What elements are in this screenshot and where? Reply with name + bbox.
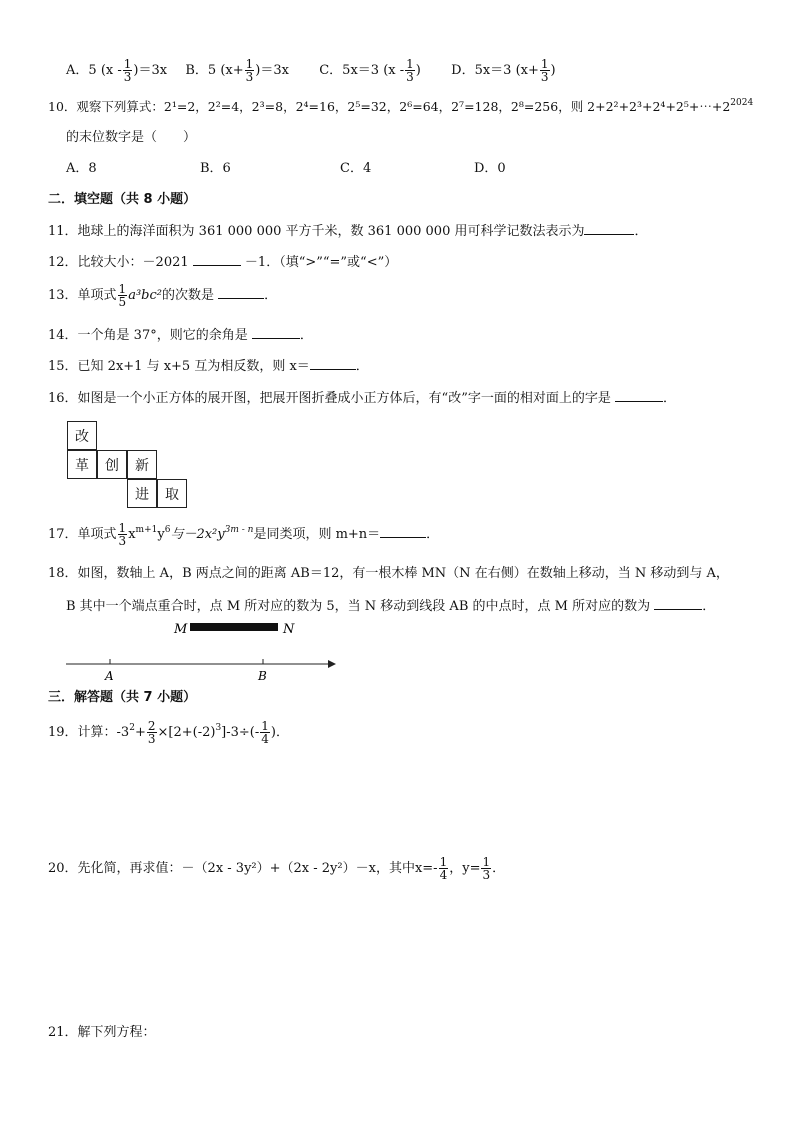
q18-line2-wrap: B 其中一个端点重合时，点 M 所对应的数为 5，当 N 移动到线段 AB 的中点时，点 M 所对应的数为 ．: [66, 599, 716, 614]
q9-b-frac: [245, 58, 255, 83]
q9-option-b: [185, 57, 293, 84]
label-n: N: [283, 622, 295, 637]
q9-b-label: B．5: [185, 63, 217, 78]
q19-frac-n: 2: [147, 719, 156, 733]
q9-d-frac: [540, 58, 550, 83]
q15-text: 15．已知 2x+1 与 x+5 互为相反数，则 x＝: [48, 359, 310, 374]
question-19: 19．计算：$-3^2+$ $\frac{2}{3}$ $\times[2+(-2)^3]-3\div(-$ $\frac{1}{4}$ )．: [48, 719, 289, 746]
q18-blank: [654, 597, 702, 610]
question-15: 15．已知 2x+1 与 x+5 互为相反数，则 x＝ ．: [48, 359, 369, 374]
q9-c-frac-d: 3: [406, 70, 414, 84]
q17-end: 是同类项，则 m+n＝: [253, 527, 381, 542]
q20-end: ．: [492, 861, 506, 876]
q19-exp-2: 2: [129, 723, 135, 733]
q19-frac2-d: 4: [261, 732, 269, 746]
q17-exp3: 3m - n: [224, 525, 254, 535]
q17-frac-d: 3: [118, 534, 127, 548]
q12-blank: [193, 253, 241, 266]
q9-d-frac-n: 1: [540, 57, 549, 71]
q9-d-frac-d: 3: [540, 70, 549, 84]
q9-b-expr-post: )＝3x: [255, 63, 289, 78]
q20-fx-n: 1: [439, 855, 448, 869]
q11-blank: [584, 222, 634, 235]
q9-options: [66, 58, 556, 83]
section-3-heading: 三．解答题（共 7 小题）: [48, 690, 197, 705]
q17-frac: [118, 522, 128, 547]
question-16: 16．如图是一个小正方体的展开图，把展开图折叠成小正方体后，有“改”字一面的相对面上的字是 ．: [48, 391, 676, 406]
q18-line2: B 其中一个端点重合时，点 M 所对应的数为 5，当 N 移动到线段 AB 的中点时，点 M 所对应的数为: [66, 599, 651, 614]
q10-option-c: C．4: [340, 161, 372, 176]
q20-fx-d: 4: [439, 868, 448, 882]
q9-b-frac-n: 1: [245, 57, 254, 71]
cube-face-xin: 新: [127, 450, 157, 479]
q9-c-expr-post: ): [415, 63, 421, 78]
q20-x: x=-: [414, 861, 438, 876]
label-a: A: [105, 669, 114, 683]
q17-pre: 17．单项式: [48, 527, 117, 542]
label-b: B: [258, 669, 267, 683]
cube-face-jin: 进: [127, 479, 157, 508]
q9-option-a: [66, 57, 171, 84]
q13-frac-n: 1: [118, 282, 127, 296]
q9-d-label: D．5x＝3: [451, 63, 512, 78]
q19-mid: ×[2+(-2): [157, 725, 216, 740]
question-13: 13．单项式 $\frac{1}{5}$ a³bc²的次数是 ．: [48, 282, 278, 309]
q10-option-b: B．6: [200, 161, 231, 176]
q17-exp1: m+1: [135, 525, 158, 535]
q9-c-frac: [405, 58, 415, 83]
q17-blank: [380, 525, 426, 538]
q20-y: ，y=: [449, 861, 481, 876]
q9-a-frac: [123, 58, 133, 83]
q19-frac-d: 3: [147, 732, 156, 746]
q9-a-label: A．5: [66, 63, 97, 78]
q19-pre: 19．计算：-3: [48, 725, 130, 740]
q9-d-expr-post: ): [550, 63, 556, 78]
q12-pre: 12．比较大小：－2021: [48, 255, 189, 270]
cube-face-gai: 改: [67, 421, 97, 450]
q9-option-d: [451, 57, 556, 84]
q19-end: )．: [270, 725, 289, 740]
number-line-figure: [60, 618, 350, 688]
q19-frac2-n: 1: [261, 719, 269, 733]
q13-blank: [218, 286, 264, 299]
q17-exp2: 6: [164, 525, 171, 535]
q17-x: x: [128, 527, 136, 542]
question-21: 21．解下列方程：: [48, 1025, 156, 1040]
q9-a-expr-post: )＝3x: [133, 63, 168, 78]
question-20: [48, 854, 505, 884]
label-m: M: [174, 622, 188, 637]
question-14: 14．一个角是 37°，则它的余角是 ．: [48, 328, 313, 343]
cube-face-qu: 取: [157, 479, 187, 508]
q9-d-expr-pre: (x+: [515, 63, 539, 78]
q16-blank: [615, 389, 663, 402]
q17-frac-n: 1: [118, 521, 127, 535]
q19-exp-3: 3: [215, 723, 222, 733]
q17-post: 与－2x²y: [170, 527, 225, 542]
q10-option-d: D．0: [474, 161, 506, 176]
q10-exponent: 2024: [730, 98, 754, 108]
section-2-heading: 二．填空题（共 8 小题）: [48, 192, 197, 207]
q9-b-expr-pre: (x+: [220, 63, 244, 78]
q9-a-expr-pre: (x -: [100, 63, 122, 78]
q13-frac-d: 5: [118, 295, 127, 309]
q14-text: 14．一个角是 37°，则它的余角是: [48, 328, 248, 343]
q10-text2: 的末位数字是（ ）: [66, 130, 197, 145]
q9-c-expr-pre: (x -: [383, 63, 405, 78]
q13-monomial: a³bc²: [128, 288, 162, 303]
q16-text: 16．如图是一个小正方体的展开图，把展开图折叠成小正方体后，有“改”字一面的相对面上的字是: [48, 391, 611, 406]
q9-option-c: [319, 57, 425, 84]
q10-text: 10．观察下列算式：2¹=2，2²=4，2³=8，2⁴=16，2⁵=32，2⁶=64，2⁷=128，2⁸=256，则 2+2²+2³+2⁴+2⁵+⋯+2: [48, 99, 731, 114]
q9-b-frac-d: 3: [245, 70, 254, 84]
q13-frac: [118, 283, 128, 308]
q9-a-frac-d: 3: [123, 70, 132, 84]
question-17: 17．单项式 $\frac{1}{3}$ $x^{m+1}y^6$与$-2x^2y^{3m - n}$是同类项，则 m+n＝ ．: [48, 521, 440, 548]
q9-c-label: C．5x＝3: [319, 63, 380, 78]
q15-blank: [310, 357, 356, 370]
axis-arrow: [328, 660, 336, 668]
q17-y: y: [157, 527, 165, 542]
q9-a-frac-n: 1: [123, 57, 132, 71]
q11-text: 11．地球上的海洋面积为 361 000 000 平方千米，数 361 000 000 用可科学记数法表示为: [48, 224, 585, 239]
q14-blank: [252, 326, 300, 339]
q10-option-a: A．8: [66, 161, 97, 176]
q20-fy-d: 3: [482, 868, 491, 882]
q13-pre: 13．单项式: [48, 288, 117, 303]
q19-frac-2-3: [147, 720, 157, 745]
q9-c-frac-n: 1: [406, 57, 414, 71]
cube-face-chuang: 创: [97, 450, 127, 479]
cube-face-ge: 革: [67, 450, 97, 479]
question-12: [48, 253, 397, 272]
q20-frac-y: [481, 856, 491, 881]
q13-post: 的次数是: [161, 288, 214, 303]
q19-mid2: ]-3÷(-: [221, 725, 260, 740]
q18-line1: 18．如图，数轴上 A，B 两点之间的距离 AB＝12，有一根木棒 MN（N 在右侧）在数轴上移动，当 N 移动到与 A，: [48, 566, 729, 581]
q20-fy-n: 1: [482, 855, 491, 869]
stick-mn: [190, 623, 278, 631]
q12-post: －1．（填“>”“=”或“<”）: [244, 255, 398, 270]
q20-pre: 20．先化简，再求值：－（2x - 3y²）+（2x - 2y²）－x，其中: [48, 861, 415, 876]
q20-frac-x: [439, 856, 449, 881]
q19-frac-1-4: [260, 720, 270, 745]
question-10: [48, 98, 753, 116]
question-11: 11．地球上的海洋面积为 361 000 000 平方千米，数 361 000 000 用可科学记数法表示为 ．: [48, 224, 648, 239]
